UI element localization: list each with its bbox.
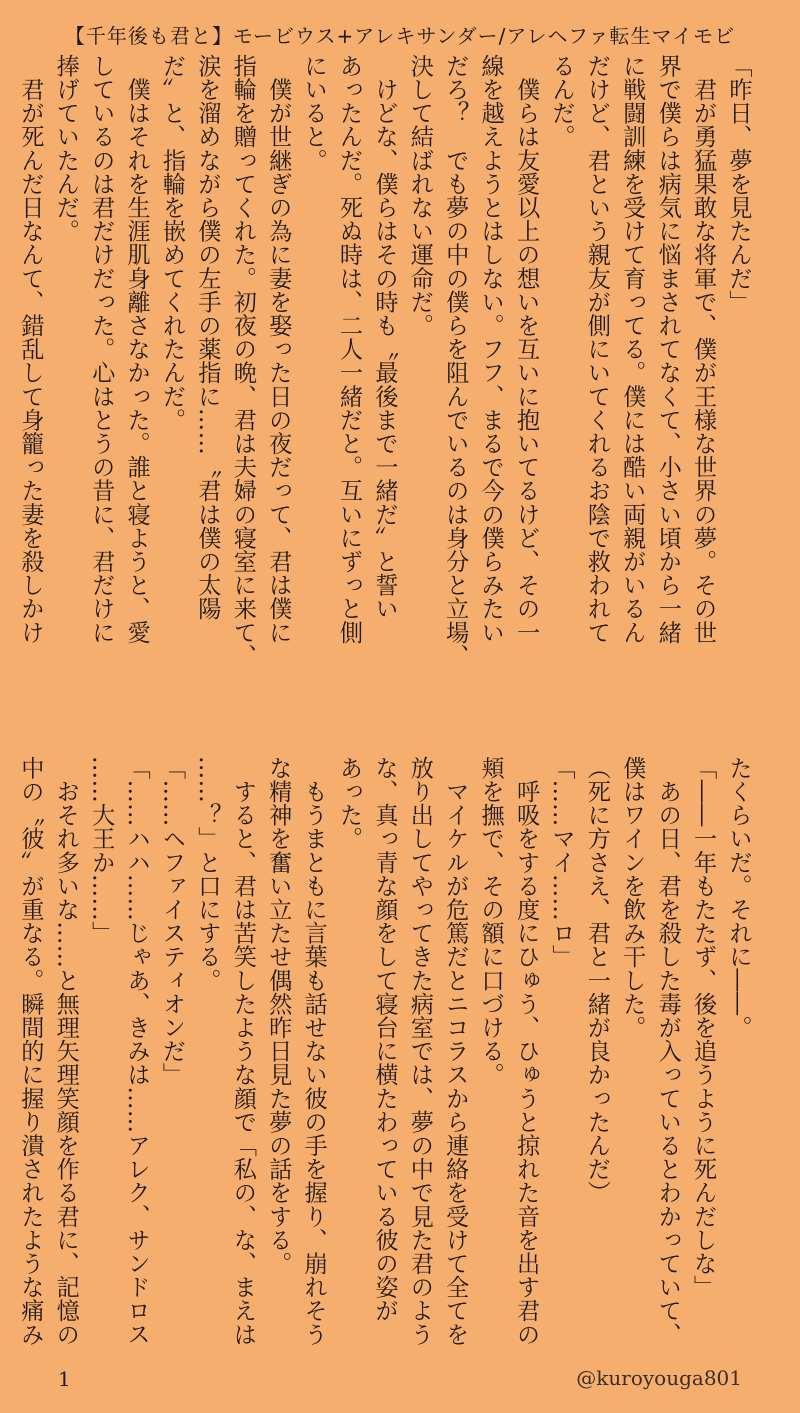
text-line: マイケルが危篤だとニコラスから連絡を受けて全てを [441,756,469,1346]
text-line: 線を越えようとはしない。フフ、まるで今の僕らみたい [477,54,505,644]
text-line: な精神を奮い立たせ偶然昨日見た夢の話をする。 [264,756,292,1276]
text-line: だろ？ でも夢の中の僕らを阻んでいるのは身分と立場、 [441,54,469,668]
text-line: 涙を溜めながら僕の左手の薬指に……〝君は僕の太陽 [193,54,221,621]
text-line: にいると。 [300,54,328,172]
text-line: 中の〝彼〟が重なる。瞬間的に握り潰されたような痛み [16,756,44,1346]
text-line: 君が死んだ日なんて、錯乱して身籠った妻を殺しかけ [16,54,44,644]
text-line: 僕らは友愛以上の想いを互いに抱いてるけど、その一 [512,54,540,644]
text-line: 放り出してやってきた病室では、夢の中で見た君のよう [406,756,434,1346]
text-line: な、真っ青な顔をして寝台に横たわっている彼の姿が [370,756,398,1323]
page-number: 1 [58,1367,71,1391]
text-column-block-bottom [12,756,756,1396]
text-line: に戦闘訓練を受けて育ってる。僕には酷い両親がいるん [618,54,646,644]
text-line: 指輪を贈ってくれた。初夜の晩、君は夫婦の寝室に来て、 [229,54,257,668]
text-line: あの日、君を殺した毒が入っているとわかっていて、 [654,756,682,1346]
text-line: るんだ。 [547,54,575,149]
text-line: 決して結ばれない運命だ。 [406,54,434,338]
page-title: 【千年後も君と】モービウス+アレキサンダー/アレヘファ転生マイモビ [64,24,736,48]
text-line: 「……ハハ……じゃあ、きみは……アレク、サンドロス [123,756,151,1346]
text-line: 僕が世継ぎの為に妻を娶った日の夜だって、君は僕に [264,54,292,644]
text-line: だけど、君という親友が側にいてくれるお陰で救われて [583,54,611,644]
author-handle: @kuroyouga801 [576,1366,742,1390]
text-line: 「――一年もたたず、後を追うように死んだしな」 [689,756,717,1299]
text-line: 君が勇猛果敢な将軍で、僕が王様な世界の夢。その世 [689,54,717,644]
text-line: たくらいだ。それに――。 [725,756,752,1040]
text-line: 僕はワインを飲み干した。 [618,756,646,1040]
text-line: 呼吸をする度にひゅう、ひゅうと掠れた音を出す君の [512,756,540,1346]
text-line: けどな、僕らはその時も〝最後まで一緒だ〟と誓い [370,54,398,621]
text-line: あった。 [335,756,363,851]
text-line: あったんだ。死ぬ時は、二人一緒だと。互いにずっと側 [335,54,363,644]
text-line: もうまともに言葉も話せない彼の手を握り、崩れそう [300,756,328,1346]
text-column-block-top [12,54,756,694]
text-line: おそれ多いな……と無理矢理笑顔を作る君に、記憶の [52,756,80,1346]
text-line: 「昨日、夢を見たんだ」 [725,54,752,314]
text-line: 捧げていたんだ。 [52,54,80,243]
text-line: 「……ヘファイスティオンだ」 [158,756,186,1087]
text-line: ……？」と口にする。 [193,756,221,992]
text-line: しているのは君だけだった。心はとうの昔に、君だけに [87,54,115,644]
text-line: すると、君は苦笑したような顔で「私の、な、まえは [229,756,257,1346]
text-line: 「……マイ……ロ」 [547,756,575,969]
text-line: 頬を撫で、その額に口づける。 [477,756,505,1087]
text-line: 界で僕らは病気に悩まされてなくて、小さい頃から一緒 [654,54,682,644]
text-line: 僕はそれを生涯肌身離さなかった。誰と寝ようと、愛 [123,54,151,644]
text-line: だ〟と、指輪を嵌めてくれたんだ。 [158,54,186,432]
text-line: ……大王か……」 [87,756,115,945]
text-line: （死に方さえ、君と一緒が良かったんだ） [583,756,611,1205]
